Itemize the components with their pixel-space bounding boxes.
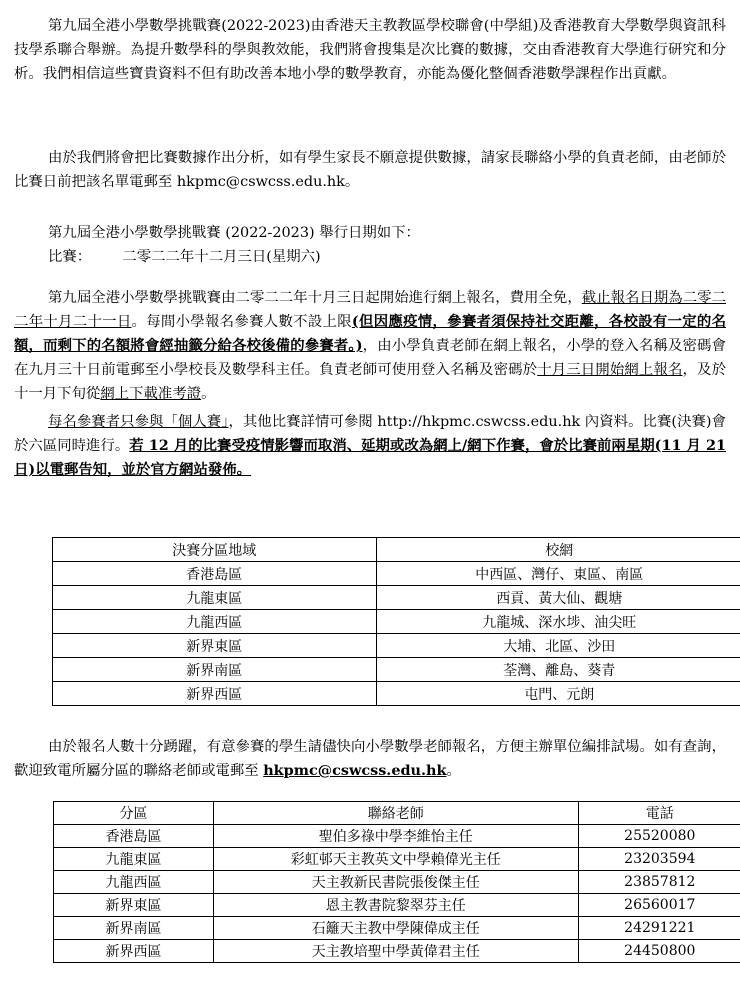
teacher-cell: 天主教新民書院張俊傑主任 (214, 871, 579, 894)
school-net-cell: 屯門、元朗 (376, 682, 740, 706)
registration-end: 。 (201, 386, 216, 402)
table-row (54, 871, 740, 894)
covid-change-notice: 若 12 月的比賽受疫情影響而取消、延期或改為網上/網下作賽，會於比賽前兩星期(11 月 21 日)以電郵告知，並於官方網站發佈。 (14, 437, 726, 478)
phone-cell: 25520080 (578, 825, 740, 848)
table-row (54, 848, 740, 871)
teacher-cell: 聖伯多祿中學李維怡主任 (214, 825, 579, 848)
district-cell: 新界西區 (53, 682, 377, 706)
table-header-row (54, 802, 740, 825)
date-label: 比賽： (48, 249, 92, 265)
table-row (53, 586, 740, 610)
final-districts-table (52, 537, 740, 706)
registration-text-2: 。每間小學報名參賽人數不設上限 (131, 314, 352, 330)
region-cell: 新界南區 (54, 917, 214, 940)
region-cell: 新界東區 (54, 894, 214, 917)
table-row (53, 562, 740, 586)
column-header-school-net: 校網 (376, 538, 740, 562)
district-cell: 新界南區 (53, 658, 377, 682)
school-net-cell: 荃灣、離島、葵青 (376, 658, 740, 682)
competition-details-paragraph (14, 410, 726, 482)
table-row (53, 610, 740, 634)
district-cell: 香港島區 (53, 562, 377, 586)
table-header-row (53, 538, 740, 562)
column-header-contact-teacher: 聯絡老師 (214, 802, 579, 825)
intro-text: 第九屆全港小學數學挑戰賽(2022-2023)由香港天主教教區學校聯會(中學組)及香港教育大學數學與資訊科技學系聯合舉辦。為提升數學科的學與教效能，我們將會搜集是次比賽的數據，交由香港教育大學進行研究和分析。我們相信這些寶貴資料不但有助改善本地小學的數學教育，亦能為優化整個香港數學課程作出貢獻。 (14, 18, 726, 82)
phone-cell: 24450800 (578, 940, 740, 963)
school-net-cell: 大埔、北區、沙田 (376, 634, 740, 658)
school-net-cell: 西貢、黃大仙、觀塘 (376, 586, 740, 610)
district-cell: 九龍東區 (53, 586, 377, 610)
phone-cell: 23203594 (578, 848, 740, 871)
table-row (54, 825, 740, 848)
intro-paragraph (14, 14, 726, 86)
table-row (53, 658, 740, 682)
registration-text-3: ，由小學負責老師在網上報名，小學的登入名稱及密碼會在九月三十日前電郵至小學校長及數學科主任。負責老師可使用登入名稱及密碼於 (14, 338, 726, 378)
registration-paragraph (14, 286, 726, 406)
enquiry-text: 由於報名人數十分踴躍，有意參賽的學生請儘快向小學數學老師報名，方便主辦單位編排試場。如有查詢，歡迎致電所屬分區的聯絡老師或電郵至 (14, 739, 726, 779)
phone-cell: 24291221 (578, 917, 740, 940)
contact-email-link[interactable]: hkpmc@cswcss.edu.hk (263, 762, 447, 779)
registration-start: 十月三日開始網上報名 (537, 362, 683, 378)
school-net-cell: 九龍城、深水埗、油尖旺 (376, 610, 740, 634)
enquiry-paragraph (14, 735, 726, 783)
table-row (54, 894, 740, 917)
school-net-cell: 中西區、灣仔、東區、南區 (376, 562, 740, 586)
date-line (48, 245, 728, 269)
teacher-cell: 石籬天主教中學陳偉成主任 (214, 917, 579, 940)
admission-download: 網上下載准考證 (100, 386, 202, 402)
region-cell: 九龍西區 (54, 871, 214, 894)
data-consent-text: 由於我們將會把比賽數據作出分析，如有學生家長不願意提供數據，請家長聯絡小學的負責老師，由老師於比賽日前把該名單電郵至 hkpmc@cswcss.edu.hk。 (14, 150, 726, 190)
details-text: ，其他比賽詳情可參閱 http://hkpmc.cswcss.edu.hk 內資料。比賽(決賽)會於六區同時進行。 (14, 414, 726, 454)
district-cell: 九龍西區 (53, 610, 377, 634)
column-header-district: 決賽分區地域 (53, 538, 377, 562)
enquiry-end: 。 (446, 763, 461, 779)
registration-text-1: 第九屆全港小學數學挑戰賽由二零二二年十月三日起開始進行網上報名，費用全免， (48, 290, 582, 306)
region-cell: 九龍東區 (54, 848, 214, 871)
competition-date-block (48, 221, 728, 269)
contact-teachers-table (53, 801, 740, 963)
registration-deadline: 截止報名日期為二零二二年十月二十一日 (14, 290, 726, 330)
teacher-cell: 恩主教書院黎翠芬主任 (214, 894, 579, 917)
table-row (53, 634, 740, 658)
competition-date: 二零二二年十二月三日(星期六) (122, 249, 321, 265)
phone-cell: 26560017 (578, 894, 740, 917)
region-cell: 新界西區 (54, 940, 214, 963)
teacher-cell: 彩虹邨天主教英文中學賴偉光主任 (214, 848, 579, 871)
phone-cell: 23857812 (578, 871, 740, 894)
data-consent-paragraph (14, 146, 726, 194)
table-row (54, 940, 740, 963)
individual-event-note: 每名參賽者只參與「個人賽」 (48, 414, 229, 430)
column-header-phone: 電話 (578, 802, 740, 825)
district-cell: 新界東區 (53, 634, 377, 658)
column-header-region: 分區 (54, 802, 214, 825)
covid-quota-note: (但因應疫情，參賽者須保持社交距離，各校設有一定的名額，而剩下的名額將會經抽籤分給各校後備的參賽者。) (14, 313, 726, 354)
table-row (53, 682, 740, 706)
registration-text-4: ，及於十一月下旬從 (14, 362, 726, 402)
date-intro-line: 第九屆全港小學數學挑戰賽 (2022-2023) 舉行日期如下： (48, 225, 420, 241)
table-row (54, 917, 740, 940)
teacher-cell: 天主教培聖中學黃偉君主任 (214, 940, 579, 963)
region-cell: 香港島區 (54, 825, 214, 848)
